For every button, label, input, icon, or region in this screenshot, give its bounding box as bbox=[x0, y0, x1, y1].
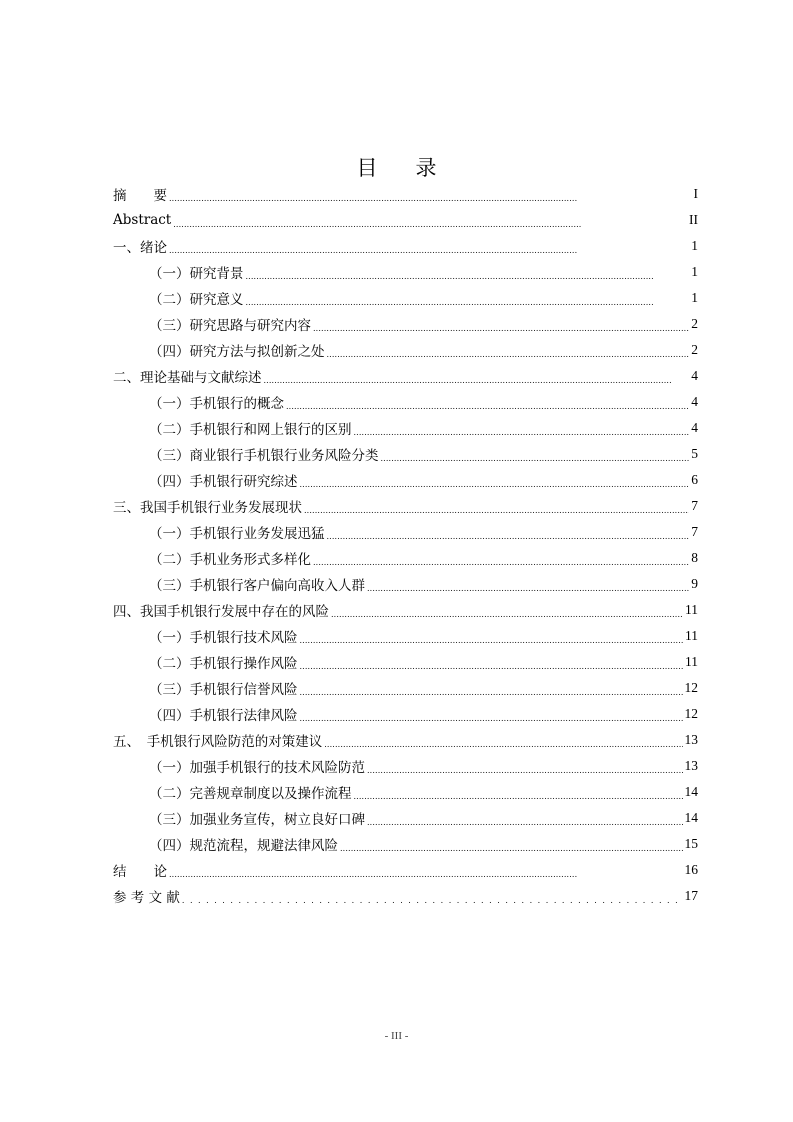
toc-entry-page-number: I bbox=[693, 186, 698, 201]
toc-entry-title: （二）完善规章制度以及操作流程 bbox=[149, 786, 352, 802]
toc-entry-page-number: 1 bbox=[691, 290, 698, 305]
toc-dot-leader bbox=[300, 631, 684, 647]
toc-entry-title: （四）手机银行研究综述 bbox=[149, 474, 298, 490]
toc-entry-title: （一）手机银行技术风险 bbox=[149, 630, 298, 646]
toc-dot-leader bbox=[182, 891, 683, 907]
toc-entry-page-number: II bbox=[689, 212, 698, 227]
toc-subsection-entry[interactable] bbox=[113, 389, 698, 415]
toc-entry-title: （四）手机银行法律风险 bbox=[149, 708, 298, 724]
toc-entry-page-number: 2 bbox=[691, 316, 698, 331]
toc-section-entry[interactable] bbox=[113, 181, 698, 207]
toc-entry-title: （三）手机银行信誉风险 bbox=[149, 682, 298, 698]
toc-dot-leader bbox=[246, 293, 690, 309]
toc-dot-leader bbox=[264, 371, 690, 387]
toc-entry-page-number: 16 bbox=[684, 862, 698, 877]
toc-subsection-entry[interactable] bbox=[113, 623, 698, 649]
toc-entry-page-number: 6 bbox=[691, 472, 698, 487]
toc-entry-page-number: 8 bbox=[691, 550, 698, 565]
toc-subsection-entry[interactable] bbox=[113, 831, 698, 857]
toc-section-entry[interactable] bbox=[113, 727, 698, 753]
toc-dot-leader bbox=[286, 397, 689, 413]
toc-entry-page-number: 1 bbox=[691, 238, 698, 253]
toc-subsection-entry[interactable] bbox=[113, 415, 698, 441]
toc-dot-leader bbox=[313, 553, 689, 569]
toc-subsection-entry[interactable] bbox=[113, 441, 698, 467]
toc-subsection-entry[interactable] bbox=[113, 675, 698, 701]
toc-entry-title: （三）商业银行手机银行业务风险分类 bbox=[149, 448, 379, 464]
toc-subsection-entry[interactable] bbox=[113, 701, 698, 727]
toc-entry-page-number: 15 bbox=[684, 836, 698, 851]
toc-title-char-2: 录 bbox=[415, 156, 437, 180]
toc-entry-title: 二、理论基础与文献综述 bbox=[113, 370, 262, 386]
toc-entry-page-number: 13 bbox=[684, 732, 698, 747]
toc-entry-page-number: 11 bbox=[685, 602, 698, 617]
toc-subsection-entry[interactable] bbox=[113, 259, 698, 285]
toc-section-entry[interactable] bbox=[113, 857, 698, 883]
toc-entry-title: 一、绪论 bbox=[113, 240, 167, 256]
toc-entry-title: 四、我国手机银行发展中存在的风险 bbox=[113, 604, 329, 620]
toc-subsection-entry[interactable] bbox=[113, 467, 698, 493]
toc-entry-title: （三）加强业务宣传，树立良好口碑 bbox=[149, 812, 365, 828]
toc-entry-page-number: 12 bbox=[684, 706, 698, 721]
toc-entry-page-number: 14 bbox=[684, 784, 698, 799]
toc-subsection-entry[interactable] bbox=[113, 779, 698, 805]
toc-section-entry[interactable] bbox=[113, 883, 698, 909]
toc-dot-leader bbox=[367, 761, 683, 777]
toc-subsection-entry[interactable] bbox=[113, 285, 698, 311]
toc-dot-leader bbox=[313, 319, 689, 335]
toc-entry-page-number: 7 bbox=[691, 524, 698, 539]
toc-entry-title: 摘 要 bbox=[113, 188, 167, 204]
table-of-contents bbox=[113, 181, 698, 909]
toc-entry-title: （四）规范流程，规避法律风险 bbox=[149, 838, 338, 854]
toc-entry-page-number: 5 bbox=[691, 446, 698, 461]
toc-dot-leader bbox=[169, 241, 689, 257]
toc-entry-title: （四）研究方法与拟创新之处 bbox=[149, 344, 325, 360]
toc-section-entry[interactable] bbox=[113, 207, 698, 233]
page-number: - III - bbox=[384, 1030, 409, 1042]
toc-entry-title: （二）研究意义 bbox=[149, 292, 244, 308]
toc-subsection-entry[interactable] bbox=[113, 571, 698, 597]
toc-entry-page-number: 11 bbox=[685, 628, 698, 643]
toc-entry-page-number: 12 bbox=[684, 680, 698, 695]
toc-subsection-entry[interactable] bbox=[113, 337, 698, 363]
toc-entry-title: （一）加强手机银行的技术风险防范 bbox=[149, 760, 365, 776]
toc-entry-page-number: 4 bbox=[691, 394, 698, 409]
toc-subsection-entry[interactable] bbox=[113, 805, 698, 831]
toc-entry-title: （一）手机银行业务发展迅猛 bbox=[149, 526, 325, 542]
toc-dot-leader bbox=[381, 449, 690, 465]
toc-entry-page-number: 9 bbox=[691, 576, 698, 591]
toc-subsection-entry[interactable] bbox=[113, 311, 698, 337]
toc-dot-leader bbox=[354, 787, 683, 803]
toc-dot-leader bbox=[304, 501, 689, 517]
toc-entry-title: （一）手机银行的概念 bbox=[149, 396, 284, 412]
toc-dot-leader bbox=[169, 865, 683, 881]
toc-subsection-entry[interactable] bbox=[113, 545, 698, 571]
toc-subsection-entry[interactable] bbox=[113, 649, 698, 675]
toc-subsection-entry[interactable] bbox=[113, 519, 698, 545]
toc-entry-page-number: 17 bbox=[684, 888, 698, 903]
toc-dot-leader bbox=[246, 267, 690, 283]
toc-dot-leader bbox=[169, 189, 692, 205]
toc-entry-title: 五、 手机银行风险防范的对策建议 bbox=[113, 734, 323, 750]
toc-entry-title: （二）手机银行和网上银行的区别 bbox=[149, 422, 352, 438]
toc-entry-title: 参 考 文 献 bbox=[113, 890, 180, 906]
toc-section-entry[interactable] bbox=[113, 493, 698, 519]
toc-section-entry[interactable] bbox=[113, 363, 698, 389]
toc-entry-title: 结 论 bbox=[113, 864, 167, 880]
toc-entry-title: （三）手机银行客户偏向高收入人群 bbox=[149, 578, 365, 594]
toc-dot-leader bbox=[340, 839, 683, 855]
toc-dot-leader bbox=[173, 215, 687, 231]
toc-dot-leader bbox=[327, 527, 690, 543]
toc-entry-page-number: 4 bbox=[691, 368, 698, 383]
toc-entry-page-number: 2 bbox=[691, 342, 698, 357]
toc-entry-title: （三）研究思路与研究内容 bbox=[149, 318, 311, 334]
toc-dot-leader bbox=[354, 423, 690, 439]
toc-dot-leader bbox=[367, 813, 683, 829]
toc-entry-title: （一）研究背景 bbox=[149, 266, 244, 282]
toc-entry-page-number: 11 bbox=[685, 654, 698, 669]
toc-entry-title: （二）手机银行操作风险 bbox=[149, 656, 298, 672]
toc-section-entry[interactable] bbox=[113, 597, 698, 623]
toc-dot-leader bbox=[300, 709, 683, 725]
toc-subsection-entry[interactable] bbox=[113, 753, 698, 779]
toc-dot-leader bbox=[300, 683, 683, 699]
toc-entry-page-number: 13 bbox=[684, 758, 698, 773]
toc-entry-page-number: 4 bbox=[691, 420, 698, 435]
toc-dot-leader bbox=[331, 605, 683, 621]
toc-dot-leader bbox=[327, 345, 690, 361]
toc-entry-title: Abstract bbox=[113, 212, 172, 228]
toc-entry-title: 三、我国手机银行业务发展现状 bbox=[113, 500, 302, 516]
toc-title bbox=[0, 152, 793, 182]
toc-dot-leader bbox=[367, 579, 689, 595]
toc-entry-page-number: 7 bbox=[691, 498, 698, 513]
toc-entry-title: （二）手机业务形式多样化 bbox=[149, 552, 311, 568]
toc-section-entry[interactable] bbox=[113, 233, 698, 259]
toc-dot-leader bbox=[324, 735, 682, 751]
toc-title-char-1: 目 bbox=[356, 156, 378, 180]
toc-entry-page-number: 1 bbox=[691, 264, 698, 279]
toc-dot-leader bbox=[300, 657, 684, 673]
toc-entry-page-number: 14 bbox=[684, 810, 698, 825]
toc-dot-leader bbox=[300, 475, 690, 491]
